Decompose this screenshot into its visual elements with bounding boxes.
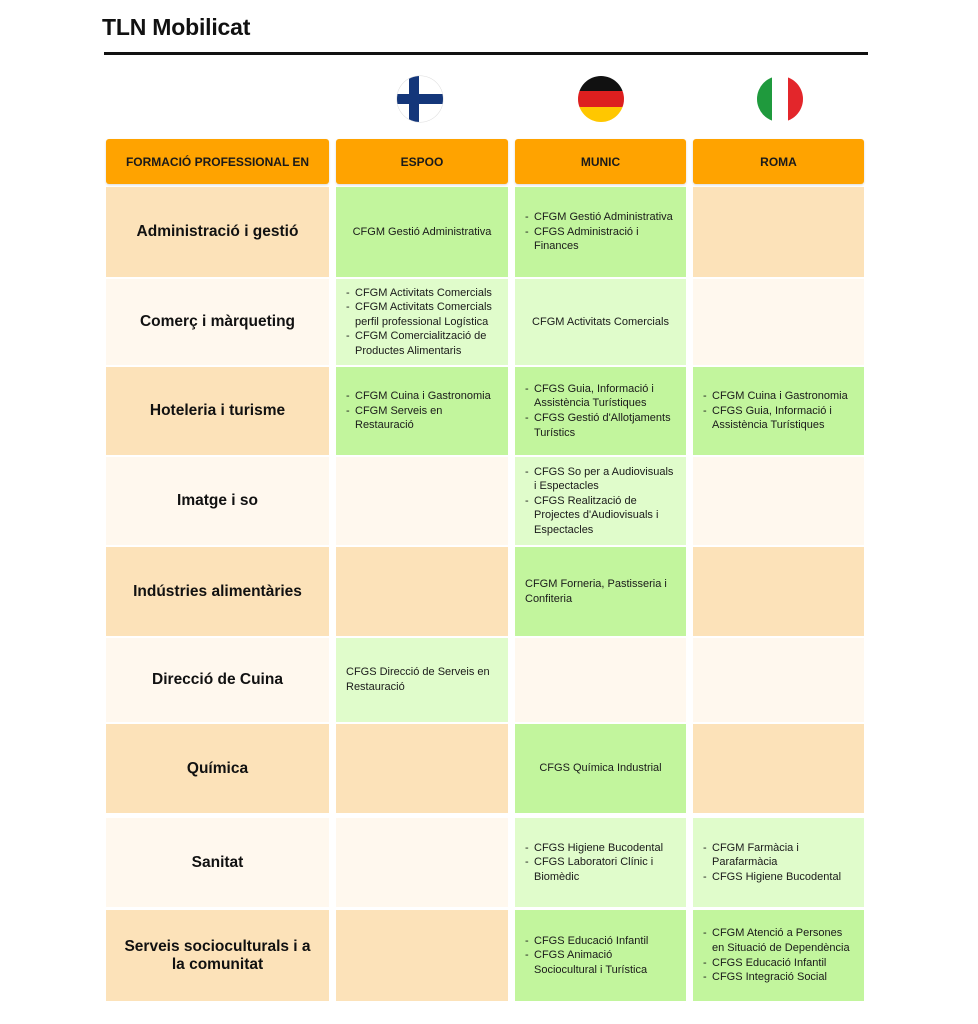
course-list <box>525 465 673 538</box>
roma-cell <box>693 457 864 545</box>
row-label-cell <box>106 187 329 277</box>
list-item <box>525 411 671 440</box>
germany-flag-stripe-2 <box>578 91 624 106</box>
roma-cell <box>693 367 864 455</box>
list-item-text <box>534 411 671 440</box>
munic-cell <box>515 457 686 545</box>
course-line: Projectes d'Audiovisuals i <box>534 509 659 522</box>
italy-flag-stripe-2 <box>772 76 787 122</box>
munic-cell <box>515 547 686 636</box>
list-item-text <box>355 286 492 301</box>
course-line: CFGS Realització de <box>534 494 637 507</box>
course-line: CFGM Activitats Comercials <box>355 286 492 299</box>
munic-cell <box>515 910 686 1001</box>
course-block <box>525 577 667 606</box>
espoo-cell <box>336 279 508 365</box>
row-label-cell <box>106 367 329 455</box>
list-item-text <box>712 926 850 955</box>
munic-cell <box>515 187 686 277</box>
germany-flag-icon <box>578 76 624 122</box>
bullet-dash: - <box>703 956 707 969</box>
row-label: Sanitat <box>191 853 244 871</box>
row-label-cell <box>106 279 329 365</box>
list-item <box>703 956 850 971</box>
list-item <box>525 225 673 254</box>
list-item-text <box>712 841 799 870</box>
espoo-cell <box>336 724 508 813</box>
course-block <box>346 665 490 694</box>
course-line: CFGS Educació Infantil <box>534 934 649 947</box>
course-text: CFGM Gestió Administrativa <box>352 225 492 238</box>
roma-cell <box>693 910 864 1001</box>
course-line: CFGS Direcció de Serveis en <box>346 666 490 679</box>
course-line: CFGS So per a Audiovisuals <box>534 465 674 478</box>
row-label: Imatge i so <box>177 492 258 509</box>
list-item-text <box>534 382 654 411</box>
bullet-dash: - <box>346 286 350 299</box>
bullet-dash: - <box>525 494 529 507</box>
munic-cell <box>515 818 686 907</box>
header-roma: ROMA <box>693 139 864 184</box>
list-item <box>703 970 850 985</box>
course-line: Parafarmàcia <box>712 856 778 869</box>
espoo-cell <box>336 457 508 545</box>
bullet-dash: - <box>346 330 350 343</box>
espoo-cell <box>336 818 508 907</box>
bullet-dash: - <box>703 971 707 984</box>
course-line: Productes Alimentaris <box>355 344 462 357</box>
list-item <box>525 948 648 977</box>
list-item <box>525 494 673 538</box>
row-label: Química <box>186 759 249 777</box>
finland-flag-cross-horizontal <box>397 94 443 104</box>
course-line: Espectacles <box>534 523 594 536</box>
list-item-text <box>534 494 658 538</box>
course-line: Assistència Turístiques <box>534 397 647 410</box>
roma-cell <box>693 547 864 636</box>
bullet-dash: - <box>525 211 529 224</box>
roma-cell <box>693 279 864 365</box>
espoo-cell <box>336 367 508 455</box>
espoo-cell <box>336 638 508 722</box>
roma-cell <box>693 187 864 277</box>
bullet-dash: - <box>703 870 707 883</box>
list-item <box>525 855 663 884</box>
list-item-text <box>534 855 653 884</box>
list-item <box>703 841 841 870</box>
list-item-text <box>712 389 848 404</box>
munic-cell <box>515 724 686 813</box>
bullet-dash: - <box>525 412 529 424</box>
course-line: CFGS Guia, Informació i <box>712 404 832 417</box>
list-item <box>703 870 841 885</box>
bullet-dash: - <box>346 404 350 417</box>
header-munic: MUNIC <box>515 139 686 184</box>
course-line: CFGS Higiene Bucodental <box>534 841 664 854</box>
course-list <box>703 389 848 433</box>
list-item-text <box>534 465 673 494</box>
list-item <box>346 329 492 358</box>
course-list <box>703 841 841 885</box>
list-item <box>703 926 850 955</box>
course-list <box>525 841 663 885</box>
bullet-dash: - <box>525 856 529 869</box>
roma-cell <box>693 724 864 813</box>
course-line: CFGM Atenció a Persones <box>712 927 843 940</box>
list-item <box>525 382 671 411</box>
list-item-text <box>712 970 827 985</box>
list-item-text <box>712 870 841 885</box>
course-line: CFGM Comercialització de <box>355 330 487 343</box>
munic-cell <box>515 638 686 722</box>
list-item <box>346 300 492 329</box>
course-line: CFGM Activitats Comercials <box>355 301 492 314</box>
bullet-dash: - <box>346 301 350 314</box>
italy-flag-stripe-1 <box>757 76 772 122</box>
course-line: CFGS Integració Social <box>712 971 827 984</box>
course-line: Confiteria <box>525 592 573 605</box>
bullet-dash: - <box>703 841 707 854</box>
page-title: TLN Mobilicat <box>102 14 251 40</box>
course-line: CFGS Guia, Informació i <box>534 382 654 395</box>
list-item <box>525 210 673 225</box>
list-item-text <box>534 225 639 254</box>
course-line: en Situació de Dependència <box>712 941 850 954</box>
course-line: CFGM Cuina i Gastronomia <box>712 390 848 403</box>
title-rule <box>104 52 868 55</box>
row-label: Indústries alimentàries <box>133 582 302 600</box>
germany-flag-stripe-1 <box>578 76 624 91</box>
espoo-cell <box>336 547 508 636</box>
course-line: Assistència Turístiques <box>712 419 825 432</box>
course-line: Restauració <box>355 419 414 432</box>
bullet-dash: - <box>525 225 529 238</box>
roma-cell <box>693 818 864 907</box>
course-list <box>703 926 850 984</box>
course-line: i Espectacles <box>534 480 599 493</box>
list-item <box>703 389 848 404</box>
course-line: CFGS Gestió d'Allotjaments <box>534 412 671 424</box>
course-line: CFGM Cuina i Gastronomia <box>355 390 491 403</box>
list-item-text <box>355 404 442 433</box>
row-label: Direcció de Cuina <box>152 671 283 688</box>
list-item-text <box>534 934 648 949</box>
course-line: Turístics <box>534 426 576 439</box>
list-item-text <box>534 948 647 977</box>
bullet-dash: - <box>525 934 529 947</box>
list-item <box>525 934 648 949</box>
bullet-dash: - <box>703 927 707 940</box>
row-label-cell <box>106 818 329 907</box>
espoo-cell <box>336 187 508 277</box>
course-line: Biomèdic <box>534 870 580 883</box>
header-espoo: ESPOO <box>336 139 508 184</box>
bullet-dash: - <box>525 382 529 395</box>
list-item-text <box>355 329 486 358</box>
bullet-dash: - <box>525 465 529 478</box>
italy-flag-icon <box>757 76 803 122</box>
bullet-dash: - <box>703 390 707 403</box>
italy-flag-stripe-3 <box>788 76 803 122</box>
list-item <box>703 404 848 433</box>
course-text: CFGM Activitats Comercials <box>532 315 669 328</box>
bullet-dash: - <box>525 949 529 962</box>
course-line: Sociocultural i Turística <box>534 963 648 976</box>
course-list <box>346 389 491 433</box>
row-label: Administració i gestió <box>136 223 299 240</box>
row-label-cell <box>106 724 329 813</box>
header-training-area: FORMACIÓ PROFESSIONAL EN <box>106 139 329 184</box>
course-line: Restauració <box>346 681 405 693</box>
munic-cell <box>515 279 686 365</box>
course-line: perfil professional Logística <box>355 315 489 328</box>
list-item-text <box>534 841 663 856</box>
course-line: CFGM Forneria, Pastisseria i <box>525 577 667 590</box>
list-item <box>346 389 491 404</box>
row-label: Serveis socioculturals i a la comunitat <box>124 937 311 973</box>
roma-cell <box>693 638 864 722</box>
row-label: Hoteleria i turisme <box>149 402 286 419</box>
bullet-dash: - <box>703 404 707 417</box>
course-line: CFGS Administració i <box>534 225 639 238</box>
course-line: CFGM Gestió Administrativa <box>534 211 673 224</box>
course-line: CFGS Higiene Bucodental <box>712 870 842 883</box>
list-item <box>346 286 492 301</box>
munic-cell <box>515 367 686 455</box>
row-label-cell <box>106 547 329 636</box>
list-item-text <box>355 300 492 329</box>
list-item <box>346 404 491 433</box>
row-label-cell <box>106 457 329 545</box>
list-item-text <box>355 389 491 404</box>
row-label-cell <box>106 910 329 1001</box>
course-list <box>525 382 671 440</box>
list-item-text <box>712 956 826 971</box>
course-line: CFGS Educació Infantil <box>712 956 827 969</box>
course-line: CFGS Laboratori Clínic i <box>534 856 654 869</box>
germany-flag-stripe-3 <box>578 107 624 122</box>
course-text: CFGS Química Industrial <box>539 762 662 775</box>
course-list <box>346 286 492 359</box>
finland-flag-cross-vertical <box>409 76 419 122</box>
list-item <box>525 841 663 856</box>
course-line: CFGM Serveis en <box>355 404 443 417</box>
course-line: CFGM Farmàcia i <box>712 841 799 854</box>
row-label-cell <box>106 638 329 722</box>
list-item <box>525 465 673 494</box>
bullet-dash: - <box>346 390 350 403</box>
course-list <box>525 934 648 978</box>
row-label: Comerç i màrqueting <box>139 313 296 330</box>
finland-flag-icon <box>397 76 443 122</box>
course-line: Finances <box>534 240 579 253</box>
list-item-text <box>712 404 832 433</box>
course-line: CFGS Animació <box>534 949 613 962</box>
course-list <box>525 210 673 254</box>
list-item-text <box>534 210 673 225</box>
espoo-cell <box>336 910 508 1001</box>
bullet-dash: - <box>525 841 529 854</box>
